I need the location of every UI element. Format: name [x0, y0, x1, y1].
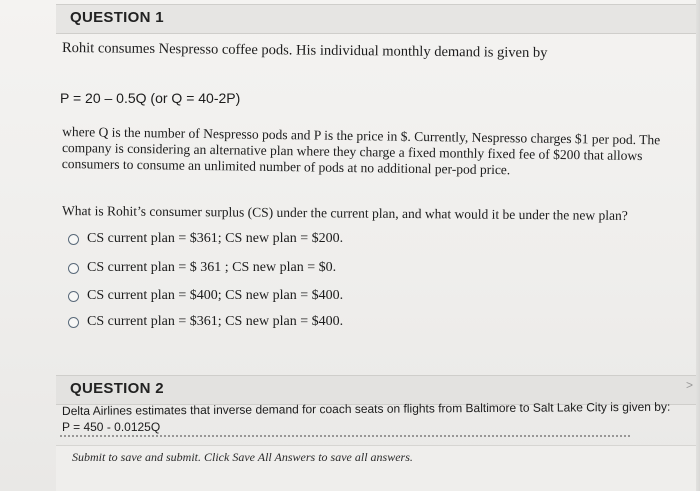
radio-button-icon[interactable] [68, 234, 79, 245]
question-1-intro: Rohit consumes Nespresso coffee pods. His individual monthly demand is given by [61, 40, 548, 62]
answer-option-label: CS current plan = $361; CS new plan = $400. [87, 314, 344, 329]
cut-off-text-line [60, 435, 630, 443]
answer-option-1[interactable] [68, 229, 343, 249]
question-1-equation: P = 20 – 0.5Q (or Q = 40-2P) [60, 90, 241, 106]
question-2-line-1: Delta Airlines estimates that inverse demand for coach seats on flights from Baltimore to Salt Lake City is given by: [61, 399, 671, 418]
answer-option-label: CS current plan = $ 361 ; CS new plan = $0. [87, 260, 337, 275]
submit-instructions [72, 450, 413, 465]
question-1-title: QUESTION 1 [70, 9, 164, 26]
question-1-prompt: What is Rohit’s consumer surplus (CS) under the current plan, and what would it be under the new plan? [61, 203, 628, 223]
radio-button-icon[interactable] [68, 317, 79, 328]
answer-option-3[interactable] [68, 286, 343, 306]
question-2-equation: P = 450 - 0.0125Q [62, 420, 161, 434]
answer-option-label: CS current plan = $361; CS new plan = $200. [87, 231, 344, 246]
page-right-edge [696, 0, 700, 491]
question-1-body: where Q is the number of Nespresso pods and P is the price in $. Currently, Nespresso charges $1 per pod. The company is considering an alternative plan where they charge a fixed monthly fixed fee of $200 that allows consumers to consume an unlimited number of pods at no additional per-pod price. [61, 124, 661, 178]
question-1-header [56, 4, 696, 34]
radio-button-icon[interactable] [68, 263, 79, 274]
radio-button-icon[interactable] [68, 291, 79, 302]
question-2-title: QUESTION 2 [70, 380, 164, 397]
answer-option-2[interactable] [68, 258, 336, 278]
scroll-edge-marker: > [686, 378, 694, 392]
submit-instructions-text: Submit to save and submit. Click Save All Answers to save all answers. [72, 450, 413, 464]
answer-option-label: CS current plan = $400; CS new plan = $400. [87, 288, 344, 303]
answer-option-4[interactable] [68, 312, 343, 332]
